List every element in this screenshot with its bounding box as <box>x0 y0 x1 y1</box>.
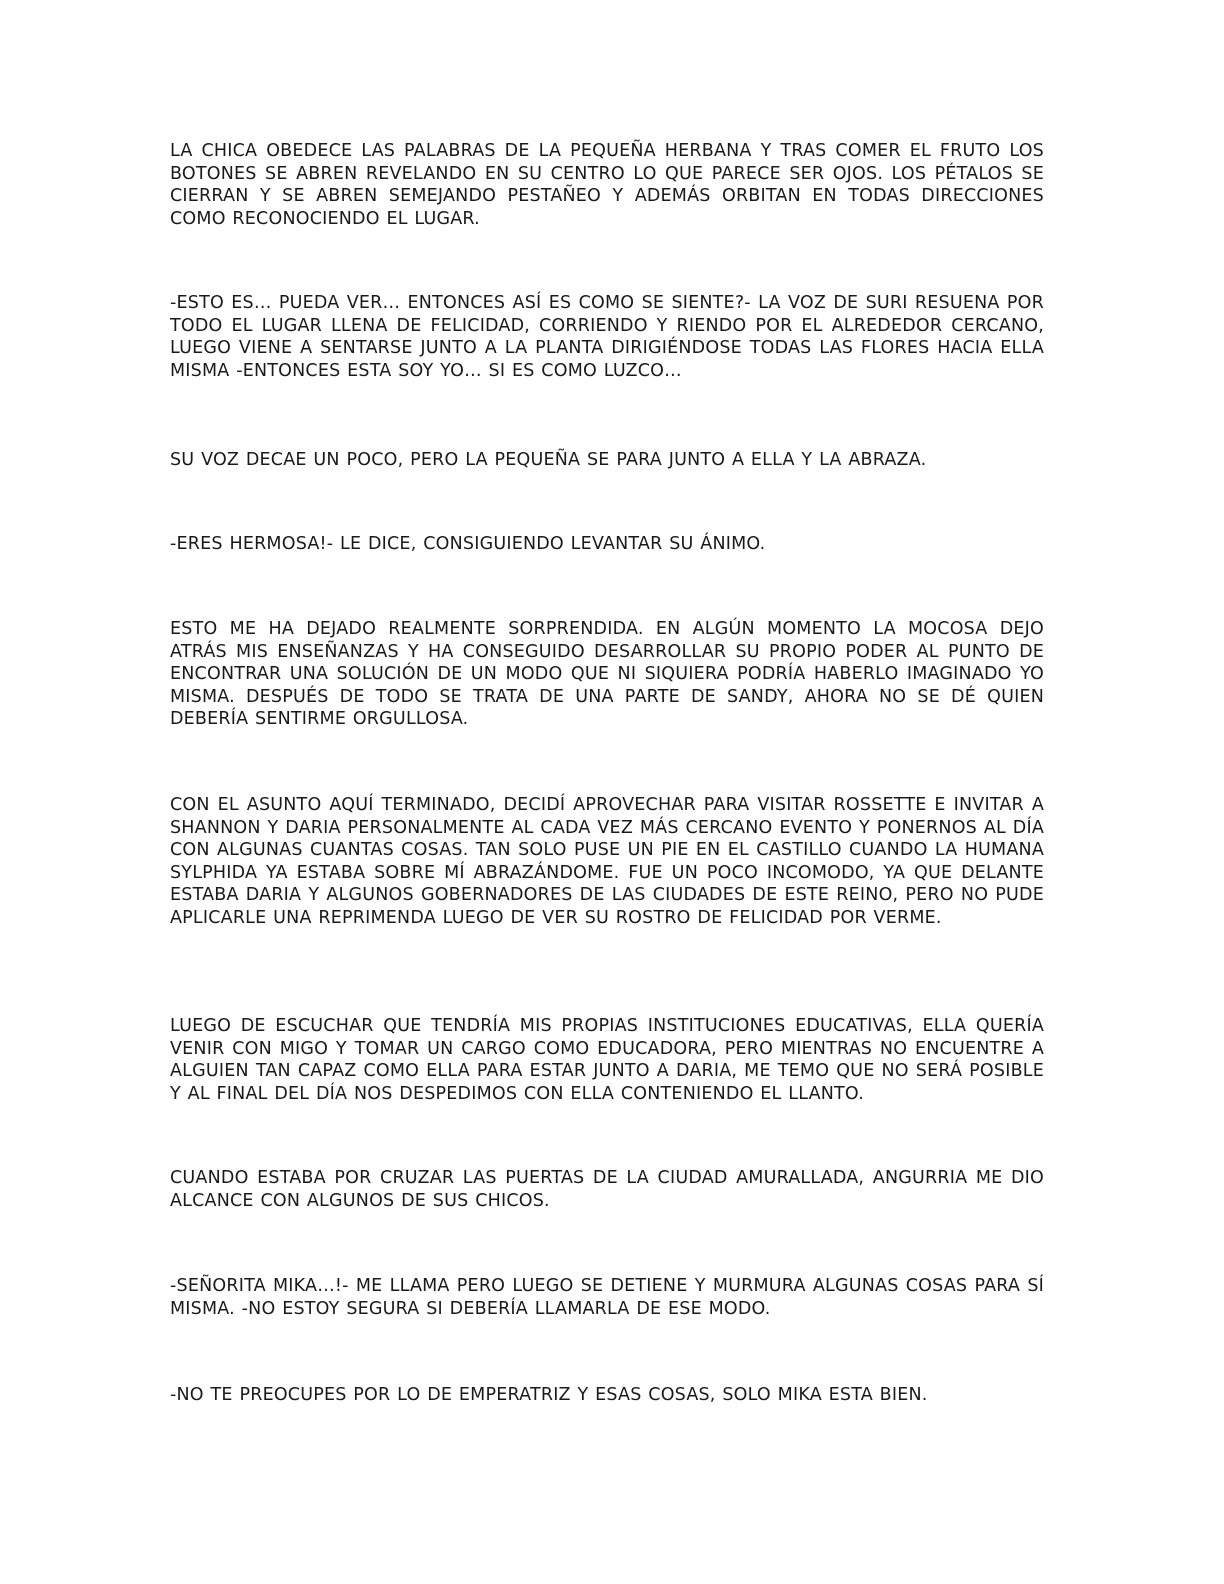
paragraph-8: CUANDO ESTABA POR CRUZAR LAS PUERTAS DE LA CIUDAD AMURALLADA, ANGURRIA ME DIO ALCANCE CON ALGUNOS DE SUS CHICOS. <box>170 1168 1044 1211</box>
paragraph-1: LA CHICA OBEDECE LAS PALABRAS DE LA PEQUEÑA HERBANA Y TRAS COMER EL FRUTO LOS BOTONES SE ABREN REVELANDO EN SU CENTRO LO QUE PARECE SER OJOS. LOS PÉTALOS SE CIERRAN Y SE ABREN SEMEJANDO PESTAÑEO Y ADEMÁS ORBITAN EN TODAS DIRECCIONES COMO RECONOCIENDO EL LUGAR. <box>170 141 1044 229</box>
paragraph-4: -ERES HERMOSA!- LE DICE, CONSIGUIENDO LEVANTAR SU ÁNIMO. <box>170 534 766 554</box>
paragraph-7: LUEGO DE ESCUCHAR QUE TENDRÍA MIS PROPIAS INSTITUCIONES EDUCATIVAS, ELLA QUERÍA VENIR CON MIGO Y TOMAR UN CARGO COMO EDUCADORA, PERO MIENTRAS NO ENCUENTRE A ALGUIEN TAN CAPAZ COMO ELLA PARA ESTAR JUNTO A DARIA, ME TEMO QUE NO SERÁ POSIBLE Y AL FINAL DEL DÍA NOS DESPEDIMOS CON ELLA CONTENIENDO EL LLANTO. <box>170 1016 1044 1104</box>
paragraph-2: -ESTO ES… PUEDA VER… ENTONCES ASÍ ES COMO SE SIENTE?- LA VOZ DE SURI RESUENA POR TODO EL LUGAR LLENA DE FELICIDAD, CORRIENDO Y RIENDO POR EL ALREDEDOR CERCANO, LUEGO VIENE A SENTARSE JUNTO A LA PLANTA DIRIGIÉNDOSE TODAS LAS FLORES HACIA ELLA MISMA -ENTONCES ESTA SOY YO… SI ES COMO LUZCO… <box>170 293 1044 381</box>
paragraph-9: -SEÑORITA MIKA…!- ME LLAMA PERO LUEGO SE DETIENE Y MURMURA ALGUNAS COSAS PARA SÍ MISMA. -NO ESTOY SEGURA SI DEBERÍA LLAMARLA DE ESE MODO. <box>170 1276 1044 1319</box>
paragraph-6: CON EL ASUNTO AQUÍ TERMINADO, DECIDÍ APROVECHAR PARA VISITAR ROSSETTE E INVITAR A SHANNON Y DARIA PERSONALMENTE AL CADA VEZ MÁS CERCANO EVENTO Y PONERNOS AL DÍA CON ALGUNAS CUANTAS COSAS. TAN SOLO PUSE UN PIE EN EL CASTILLO CUANDO LA HUMANA SYLPHIDA YA ESTABA SOBRE MÍ ABRAZÁNDOME. FUE UN POCO INCOMODO, YA QUE DELANTE ESTABA DARIA Y ALGUNOS GOBERNADORES DE LAS CIUDADES DE ESTE REINO, PERO NO PUDE APLICARLE UNA REPRIMENDA LUEGO DE VER SU ROSTRO DE FELICIDAD POR VERME. <box>170 795 1044 928</box>
paragraph-3: SU VOZ DECAE UN POCO, PERO LA PEQUEÑA SE PARA JUNTO A ELLA Y LA ABRAZA. <box>170 450 927 470</box>
paragraph-10: -NO TE PREOCUPES POR LO DE EMPERATRIZ Y ESAS COSAS, SOLO MIKA ESTA BIEN. <box>170 1385 928 1405</box>
paragraph-5: ESTO ME HA DEJADO REALMENTE SORPRENDIDA. EN ALGÚN MOMENTO LA MOCOSA DEJO ATRÁS MIS ENSEÑANZAS Y HA CONSEGUIDO DESARROLLAR SU PROPIO PODER AL PUNTO DE ENCONTRAR UNA SOLUCIÓN DE UN MODO QUE NI SIQUIERA PODRÍA HABERLO IMAGINADO YO MISMA. DESPUÉS DE TODO SE TRATA DE UNA PARTE DE SANDY, AHORA NO SE DÉ QUIEN DEBERÍA SENTIRME ORGULLOSA. <box>170 619 1044 730</box>
